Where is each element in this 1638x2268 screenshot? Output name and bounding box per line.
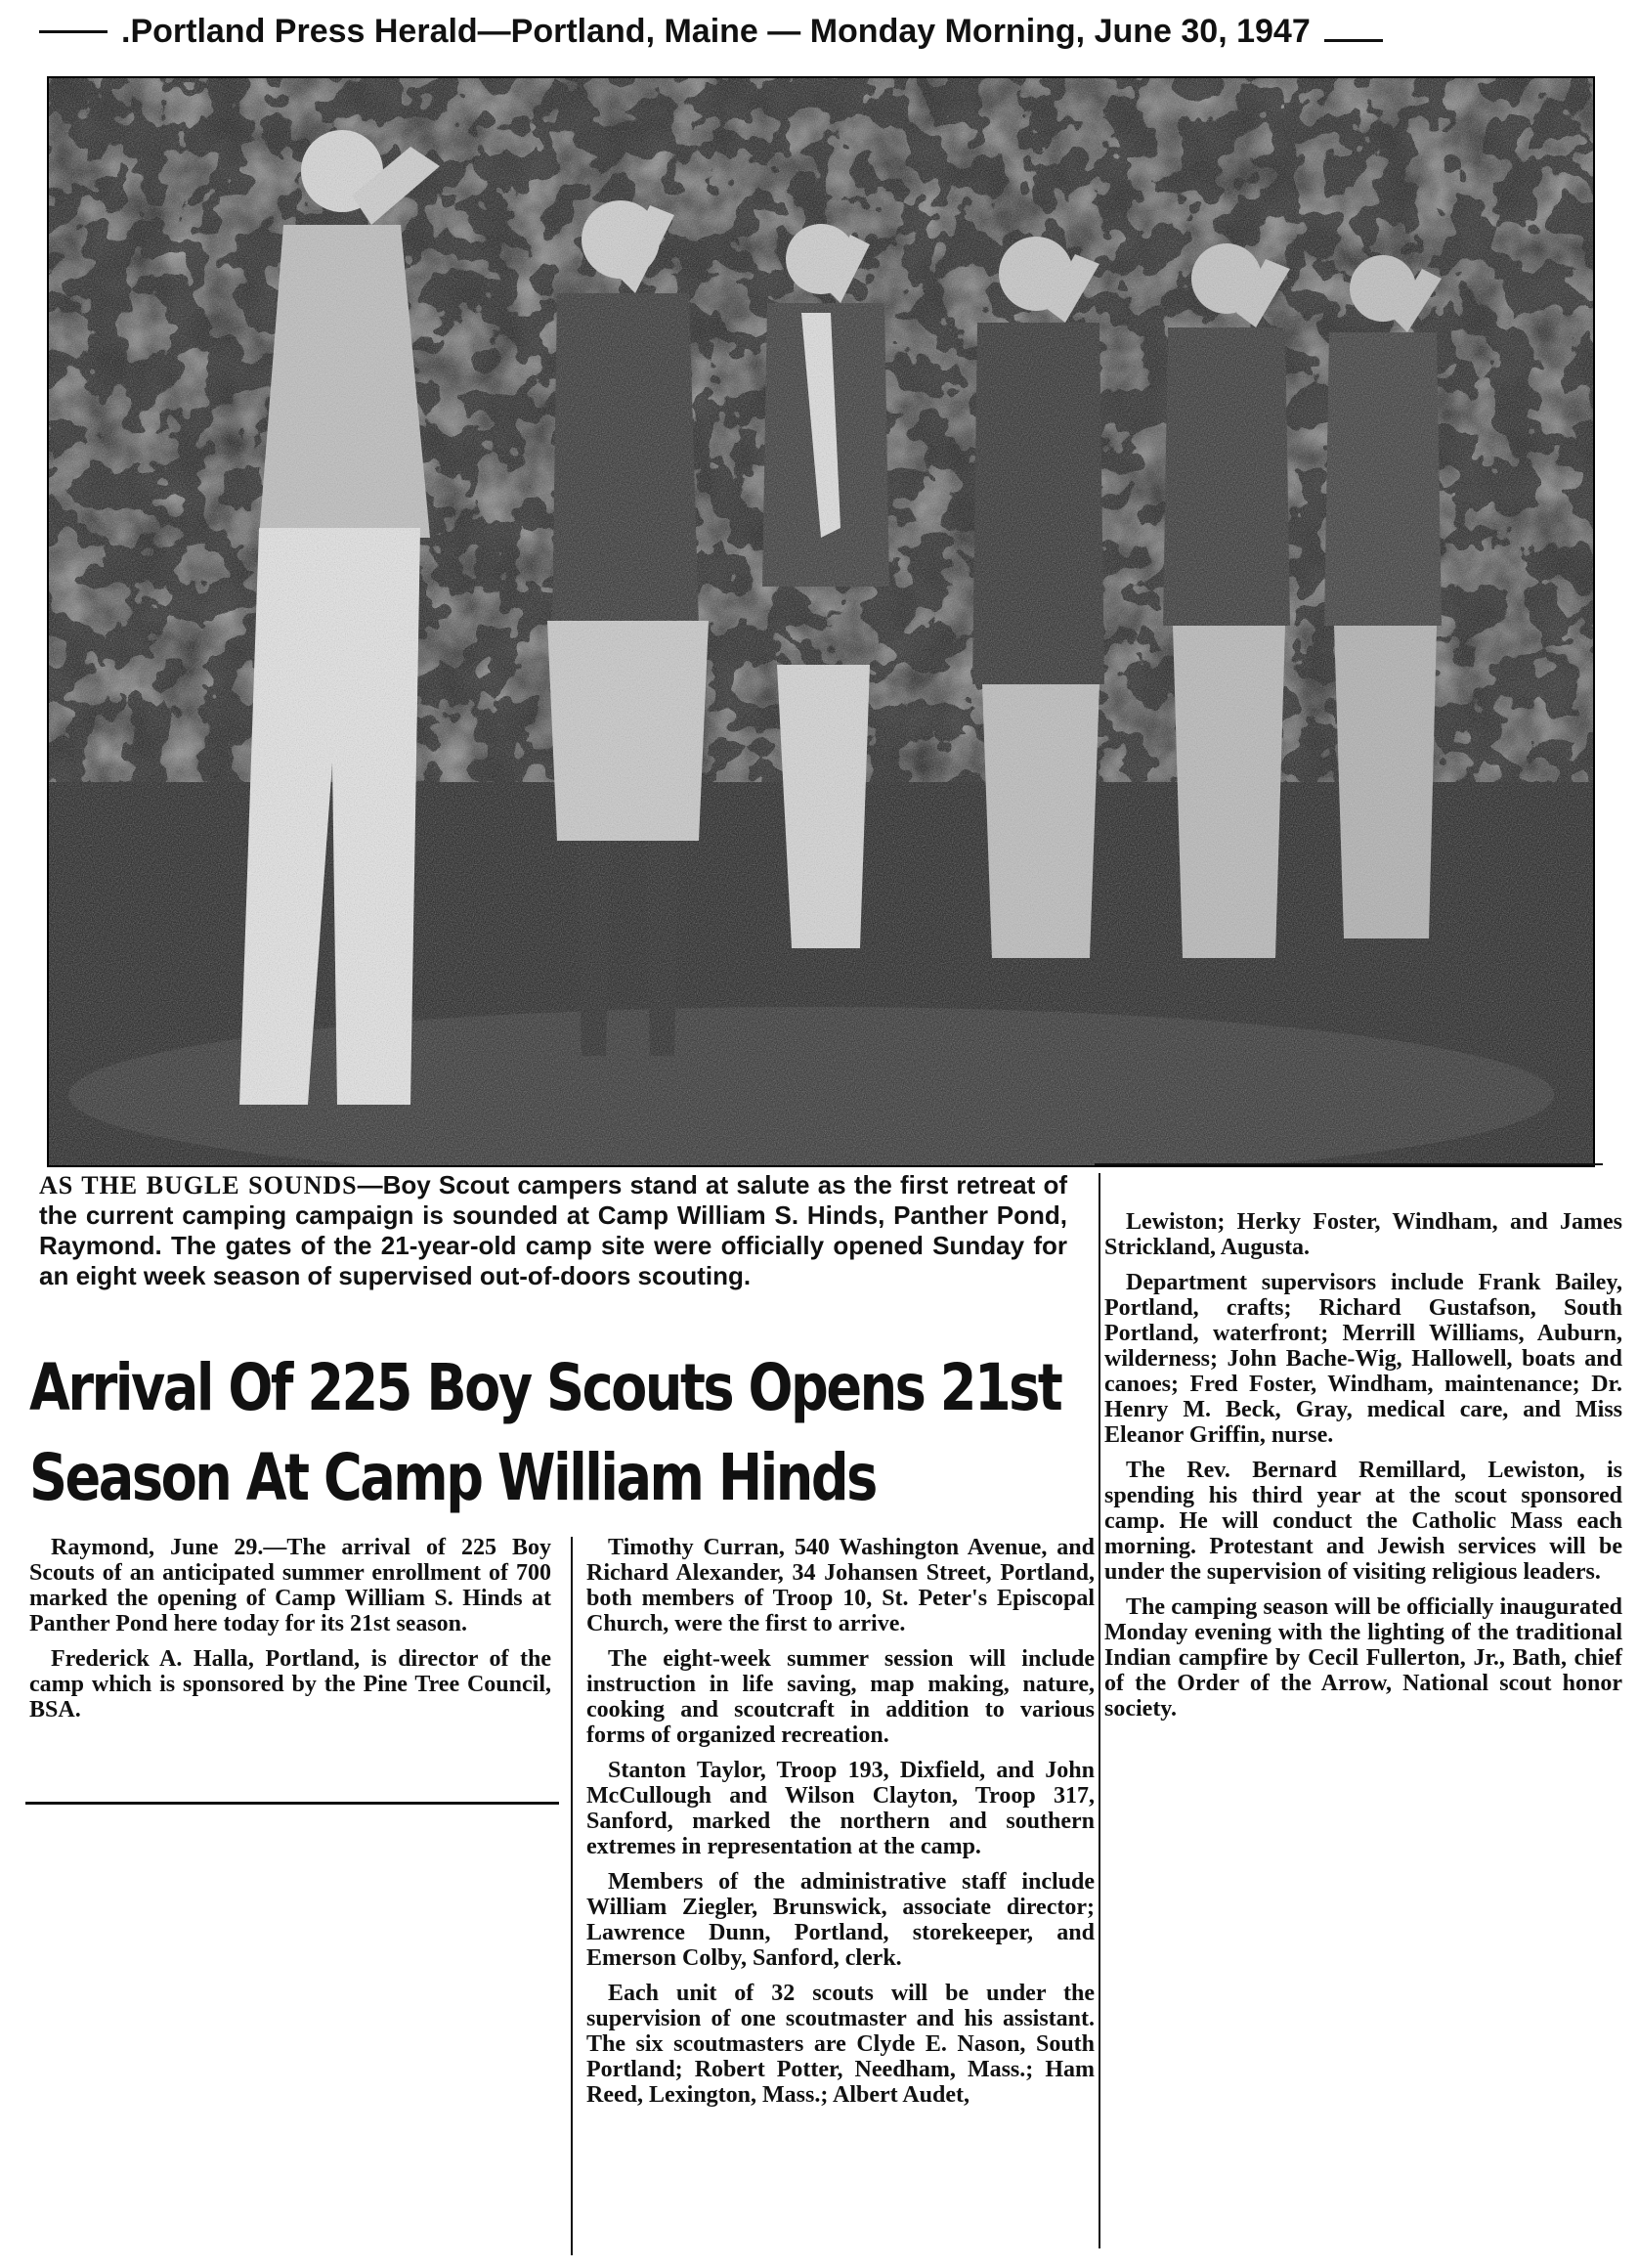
photo-illustration [49,78,1593,1165]
paragraph: Stanton Taylor, Troop 193, Dixfield, and John McCullough and Wilson Clayton, Troop 317, Sanford, marked the northern and southern extremes in representation at the camp. [586,1758,1095,1859]
article-column-3 [1104,1209,1622,1982]
paragraph: Frederick A. Halla, Portland, is director of the camp which is sponsored by the Pine Tree Council, BSA. [29,1646,551,1723]
caption-divider [1095,1163,1603,1165]
paragraph: The Rev. Bernard Remillard, Lewiston, is spending his third year at the scout sponsored camp. He will conduct the Catholic Mass each morning. Protestant and Jewish services will be under the supervision of visiting religious leaders. [1104,1458,1622,1585]
caption-text: —Boy Scout campers stand at salute as the first retreat of the current camping campaign is sounded at Camp William S. Hinds, Panther Pond, Raymond. The gates of the 21-year-old camp site were officially opened Sunday for an eight week season of supervised out-of-doors scouting. [39,1170,1068,1290]
dateline-rule-right [1324,39,1383,42]
dateline-rule-left [39,30,108,33]
column-divider-2 [1099,1173,1100,2248]
paragraph: Raymond, June 29.—The arrival of 225 Boy Scouts of an anticipated summer enrollment of 700 marked the opening of Camp William S. Hinds at Panther Pond here today for its 21st season. [29,1535,551,1636]
boy-scouts-saluting-photo-icon [47,76,1595,1167]
article-column-2 [586,1535,1095,2258]
halftone-grain [49,78,1593,1165]
paragraph: The camping season will be officially inaugurated Monday evening with the lighting of the traditional Indian campfire by Cecil Fullerton, Jr., Bath, chief of the Order of the Arrow, National scout honor society. [1104,1594,1622,1722]
paragraph: Each unit of 32 scouts will be under the supervision of one scoutmaster and his assistant. The six scoutmasters are Clyde E. Nason, South Portland; Robert Potter, Needham, Mass.; Ham Reed, Lexington, Mass.; Albert Audet, [586,1981,1095,2108]
paragraph: Lewiston; Herky Foster, Windham, and James Strickland, Augusta. [1104,1209,1622,1260]
paragraph: Timothy Curran, 540 Washington Avenue, and Richard Alexander, 34 Johansen Street, Portland, both members of Troop 10, St. Peter's Episcopal Church, were the first to arrive. [586,1535,1095,1636]
article-column-1 [29,1535,551,1809]
caption-lead: AS THE BUGLE SOUNDS [39,1171,358,1199]
dateline-text: .Portland Press Herald—Portland, Maine — Monday Morning, June 30, 1947 [121,12,1311,50]
photo-caption [39,1170,1067,1327]
paragraph: Department supervisors include Frank Bailey, Portland, crafts; Richard Gustafson, South Portland, waterfront; Merrill Williams, Auburn, wilderness; John Bache-Wig, Hallowell, boats and canoes; Fred Foster, Windham, maintenance; Dr. Henry M. Beck, Gray, medical care, and Miss Eleanor Griffin, nurse. [1104,1270,1622,1448]
dateline [39,10,1603,53]
column-end-rule [25,1802,559,1805]
paragraph: Members of the administrative staff include William Ziegler, Brunswick, associate director; Lawrence Dunn, Portland, storekeeper, and Emerson Colby, Sanford, clerk. [586,1869,1095,1971]
headline: Arrival Of 225 Boy Scouts Opens 21st Season At Camp William Hinds [29,1350,1061,1515]
paragraph: The eight-week summer session will include instruction in life saving, map making, nature, cooking and scoutcraft in addition to various forms of organized recreation. [586,1646,1095,1748]
column-divider-1 [571,1537,573,2255]
